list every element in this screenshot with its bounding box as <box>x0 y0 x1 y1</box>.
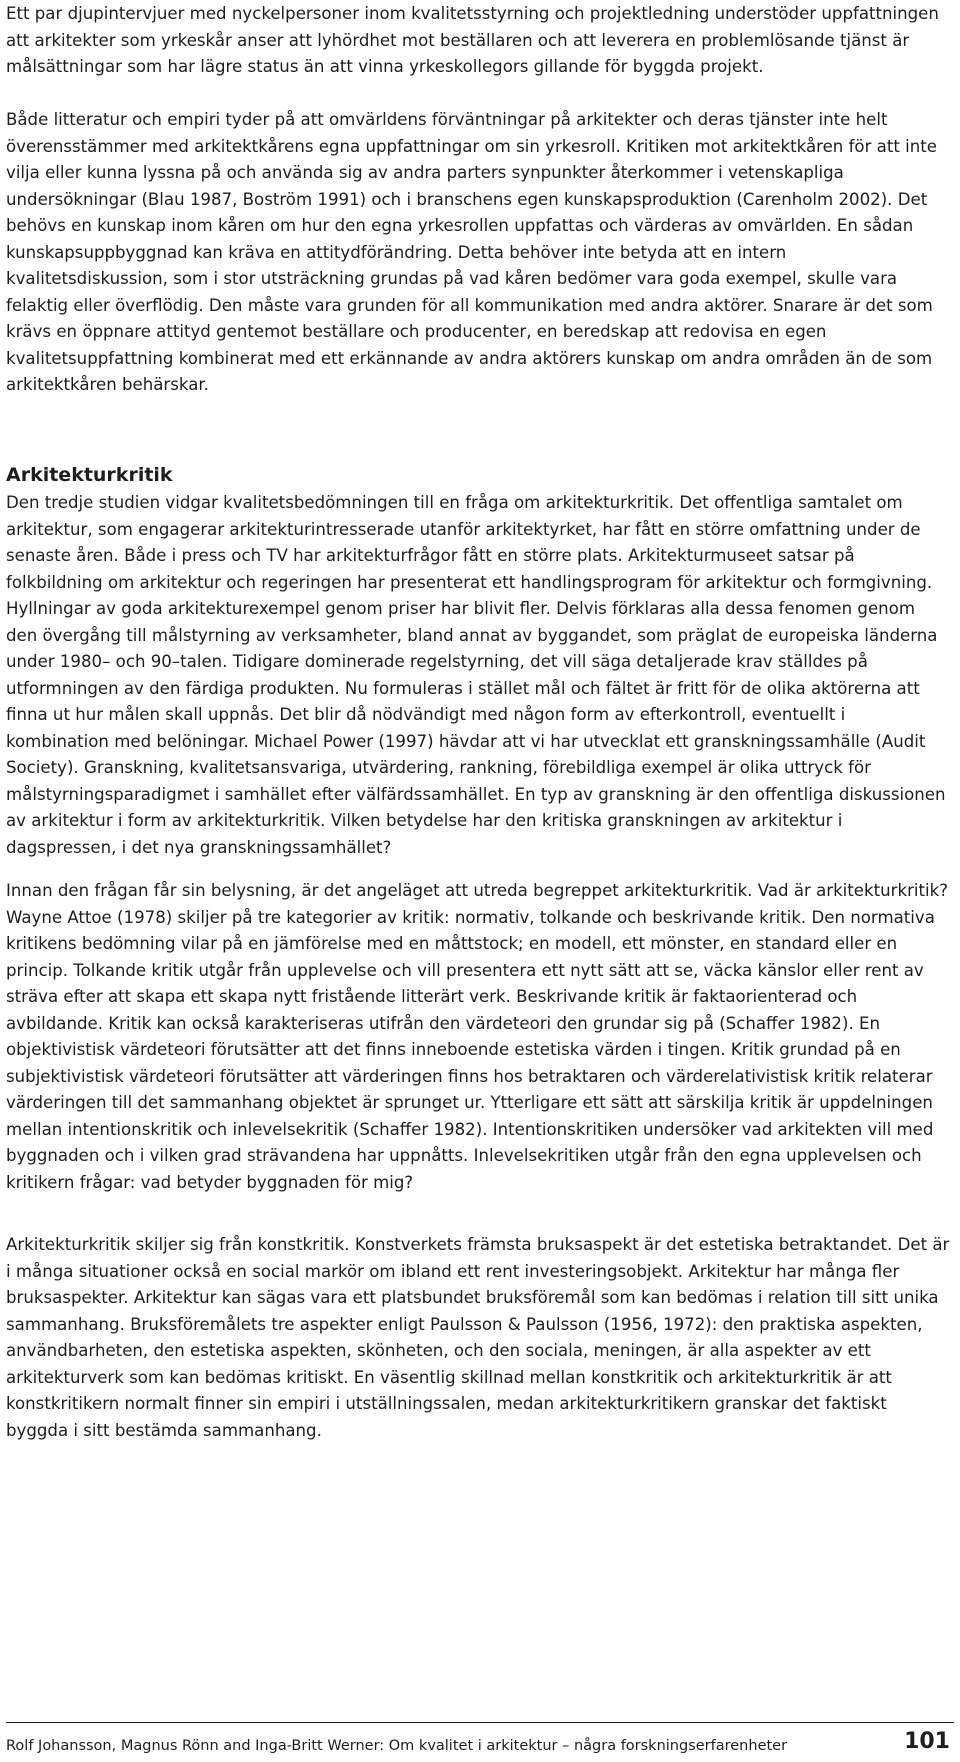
section-heading: Arkitekturkritik <box>6 464 173 486</box>
body-paragraph-third-study: Den tredje studien vidgar kvalitetsbedömningen till en fråga om arkitekturkritik. Det offentliga samtalet om arkitektur, som engagerar arkitekturintresserade utanför arkitektyrket, har fått en större omfattning under de senaste åren. Både i press och TV har arkitekturfrågor fått en större plats. Arkitekturmuseet satsar på folkbildning om arkitektur och regeringen har presenterat ett handlingsprogram för arkitektur och formgivning. Hyllningar av goda arkitekturexempel genom priser har blivit fler. Delvis förklaras alla dessa fenomen genom den övergång till målstyrning av verksamheter, bland annat av byggandet, som präglat de europeiska länderna under 1980– och 90–talen. Tidigare dominerade regelstyrning, det vill säga detaljerade krav ställdes på utformningen av den färdiga produkten. Nu formuleras i stället mål och fältet är fritt för de olika aktörerna att finna ut hur målen skall uppnås. Det blir då nödvändigt med någon form av efterkontroll, eventuellt i kombination med belöningar. Michael Power (1997) hävdar att vi har utvecklat ett granskningssamhälle (Audit Society). Granskning, kvalitetsansvariga, utvärdering, rankning, förebildliga exempel är olika uttryck för målstyrningsparadigmet i samhället efter välfärdssamhället. En typ av granskning är den offentliga diskussionen av arkitektur i form av arkitekturkritik. Vilken betydelse har den kritiska granskningen av arkitektur i dagspressen, i det nya granskningssamhället? <box>6 493 946 857</box>
body-paragraph-art-criticism: Arkitekturkritik skiljer sig från konstkritik. Konstverkets främsta bruksaspekt är det estetiska betraktandet. Det är i många situationer också en social markör om ibland ett rent investeringsobjekt. Arkitektur har många fler bruksaspekter. Arkitektur kan sägas vara ett platsbundet bruksföremål som kan bedömas i relation till sitt unika sammanhang. Bruksföremålets tre aspekter enligt Paulsson & Paulsson (1956, 1972): den praktiska aspekten, användbarheten, den estetiska aspekten, skönheten, och den sociala, meningen, är alla aspekter av ett arkitekturverk som kan bedömas kritiskt. En väsentlig skillnad mellan konstkritik och arkitekturkritik är att konstkritikern normalt finner sin empiri i utställningssalen, medan arkitekturkritikern granskar det faktiskt byggda i sitt bestämda sammanhang. <box>6 1235 950 1440</box>
footer-divider <box>6 1722 954 1723</box>
body-paragraph-expectations: Både litteratur och empiri tyder på att omvärldens förväntningar på arkitekter och deras tjänster inte helt överensstämmer med arkitektkårens egna uppfattningar om sin yrkesroll. Kritiken mot arkitektkåren för att inte vilja eller kunna lyssna på och använda sig av andra parters synpunkter återkommer i vetenskapliga undersökningar (Blau 1987, Boström 1991) och i branschens egen kunskapsproduktion (Carenholm 2002). Det behövs en kunskap inom kåren om hur den egna yrkesrollen uppfattas och värderas av omvärlden. En sådan kunskapsuppbyggnad kan kräva en attitydförändring. Detta behöver inte betyda att en intern kvalitetsdiskussion, som i stor utsträckning grundas på vad kåren bedömer vara goda exempel, skulle vara felaktig eller överflödig. Den måste vara grunden för all kommunikation med andra aktörer. Snarare är det som krävs en öppnare attityd gentemot beställare och producenter, en beredskap att redovisa en egen kvalitetsuppfattning kombinerat med ett erkännande av andra aktörers kunskap om andra områden än de som arkitektkåren behärskar. <box>6 110 937 394</box>
body-paragraph-interviews: Ett par djupintervjuer med nyckelpersoner inom kvalitetsstyrning och projektledning understöder uppfattningen att arkitekter som yrkeskår anser att lyhördhet mot beställaren och att leverera en problemlösande tjänst är målsättningar som har lägre status än att vinna yrkeskollegors gillande för byggda projekt. <box>6 4 939 76</box>
running-footer: Rolf Johansson, Magnus Rönn and Inga-Britt Werner: Om kvalitet i arkitektur – några forskningserfarenheter <box>6 1738 788 1754</box>
page-number: 101 <box>904 1729 950 1754</box>
body-paragraph-definition: Innan den frågan får sin belysning, är det angeläget att utreda begreppet arkitekturkritik. Vad är arkitekturkritik? Wayne Attoe (1978) skiljer på tre kategorier av kritik: normativ, tolkande och beskrivande kritik. Den normativa kritikens bedömning vilar på en jämförelse med en måttstock; en modell, ett mönster, en standard eller en princip. Tolkande kritik utgår från upplevelse och vill presentera ett nytt sätt att se, väcka känslor eller rent av sträva efter att skapa ett skapa nytt fristående litterärt verk. Beskrivande kritik är faktaorienterad och avbildande. Kritik kan också karakteriseras utifrån den värdeteori den grundar sig på (Schaffer 1982). En objektivistisk värdeteori förutsätter att det finns inneboende estetiska värden i tingen. Kritik grundad på en subjektivistisk värdeteori förutsätter att värderingen finns hos betraktaren och värderelativistisk kritik relaterar värderingen till det sammanhang objektet är sprunget ur. Ytterligare ett sätt att särskilja kritik är uppdelningen mellan intentionskritik och inlevelsekritik (Schaffer 1982). Intentionskritiken undersöker vad arkitekten vill med byggnaden och i vilken grad strävandena har uppnåtts. Inlevelsekritiken utgår från den egna upplevelsen och kritikern frågar: vad betyder byggnaden för mig? <box>6 881 949 1192</box>
